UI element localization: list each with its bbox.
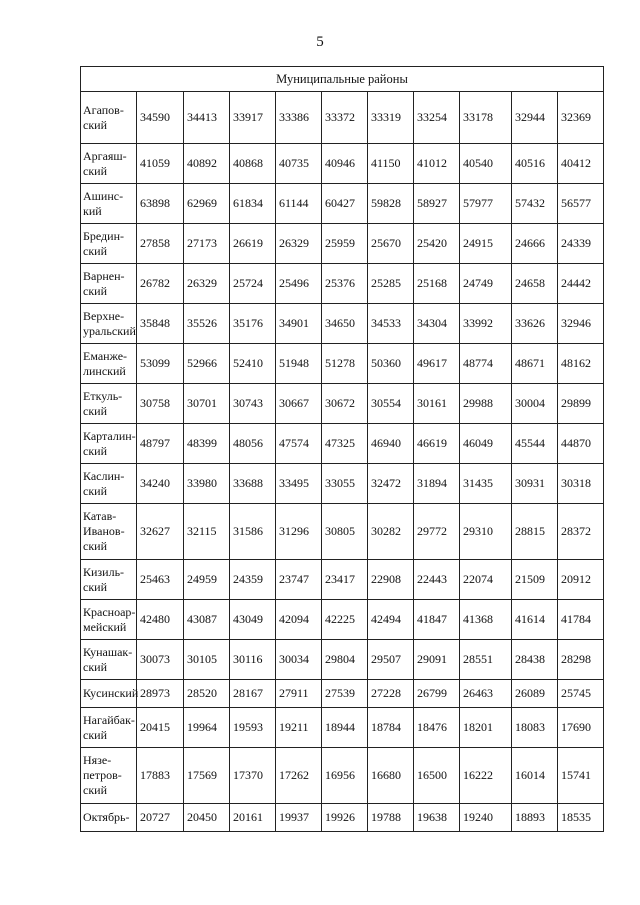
district-name: Октябрь- (81, 804, 137, 832)
table-cell: 24915 (460, 224, 512, 264)
table-cell: 30667 (276, 384, 322, 424)
table-cell: 42480 (137, 600, 184, 640)
table-cell: 15741 (558, 748, 604, 804)
table-cell: 30672 (322, 384, 368, 424)
district-name: Кизиль- ский (81, 560, 137, 600)
district-name: Нагайбак- ский (81, 708, 137, 748)
table-cell: 33254 (414, 92, 460, 144)
table-cell: 33055 (322, 464, 368, 504)
table-cell: 61834 (230, 184, 276, 224)
table-cell: 26799 (414, 680, 460, 708)
table-cell: 16222 (460, 748, 512, 804)
table-cell: 30161 (414, 384, 460, 424)
table-cell: 25376 (322, 264, 368, 304)
table-cell: 40516 (512, 144, 558, 184)
table-cell: 31894 (414, 464, 460, 504)
table-cell: 26089 (512, 680, 558, 708)
table-cell: 25745 (558, 680, 604, 708)
table-cell: 33319 (368, 92, 414, 144)
table-cell: 19240 (460, 804, 512, 832)
district-name: Варнен- ский (81, 264, 137, 304)
table-cell: 57432 (512, 184, 558, 224)
table-cell: 18083 (512, 708, 558, 748)
table-cell: 59828 (368, 184, 414, 224)
table-cell: 27539 (322, 680, 368, 708)
table-cell: 20161 (230, 804, 276, 832)
table-cell: 20912 (558, 560, 604, 600)
table-cell: 19788 (368, 804, 414, 832)
table-cell: 16680 (368, 748, 414, 804)
table-cell: 24959 (184, 560, 230, 600)
table-cell: 35176 (230, 304, 276, 344)
table-cell: 33495 (276, 464, 322, 504)
table-cell: 41150 (368, 144, 414, 184)
table-cell: 29091 (414, 640, 460, 680)
table-cell: 34533 (368, 304, 414, 344)
table-cell: 33992 (460, 304, 512, 344)
table-cell: 48797 (137, 424, 184, 464)
table-cell: 18784 (368, 708, 414, 748)
table-cell: 33626 (512, 304, 558, 344)
district-name: Агапов- ский (81, 92, 137, 144)
table-cell: 32946 (558, 304, 604, 344)
table-cell: 46940 (368, 424, 414, 464)
page-number: 5 (316, 34, 324, 50)
table-cell: 26782 (137, 264, 184, 304)
table-cell: 35526 (184, 304, 230, 344)
table-cell: 41847 (414, 600, 460, 640)
table-cell: 20727 (137, 804, 184, 832)
table-cell: 16956 (322, 748, 368, 804)
district-name: Еткуль- ский (81, 384, 137, 424)
table-cell: 18201 (460, 708, 512, 748)
table-cell: 45544 (512, 424, 558, 464)
table-cell: 29988 (460, 384, 512, 424)
table-cell: 46049 (460, 424, 512, 464)
table-row (81, 748, 604, 804)
table-cell: 23417 (322, 560, 368, 600)
table-cell: 30805 (322, 504, 368, 560)
table-cell: 19638 (414, 804, 460, 832)
district-name: Кунашак- ский (81, 640, 137, 680)
table-cell: 28973 (137, 680, 184, 708)
table-row (81, 560, 604, 600)
table-cell: 28815 (512, 504, 558, 560)
table-cell: 34650 (322, 304, 368, 344)
table-cell: 24442 (558, 264, 604, 304)
table-row (81, 92, 604, 144)
table-row (81, 424, 604, 464)
table-cell: 58927 (414, 184, 460, 224)
table-cell: 40892 (184, 144, 230, 184)
table-cell: 19926 (322, 804, 368, 832)
table-cell: 40735 (276, 144, 322, 184)
table-cell: 28298 (558, 640, 604, 680)
table-cell: 43087 (184, 600, 230, 640)
table-cell: 30743 (230, 384, 276, 424)
table-cell: 53099 (137, 344, 184, 384)
table-cell: 34901 (276, 304, 322, 344)
table-cell: 18476 (414, 708, 460, 748)
district-name: Бредин- ский (81, 224, 137, 264)
table-cell: 16500 (414, 748, 460, 804)
table-cell: 40946 (322, 144, 368, 184)
table-cell: 41784 (558, 600, 604, 640)
table-cell: 41368 (460, 600, 512, 640)
table-cell: 26329 (184, 264, 230, 304)
table-cell: 24749 (460, 264, 512, 304)
table-cell: 34590 (137, 92, 184, 144)
district-name: Каслин- ский (81, 464, 137, 504)
table-cell: 33980 (184, 464, 230, 504)
table-row (81, 600, 604, 640)
district-name: Кусинский (81, 680, 137, 708)
table-cell: 19211 (276, 708, 322, 748)
table-cell: 23747 (276, 560, 322, 600)
table-cell: 30073 (137, 640, 184, 680)
table-cell: 63898 (137, 184, 184, 224)
table-cell: 32472 (368, 464, 414, 504)
table-cell: 28167 (230, 680, 276, 708)
table-cell: 30116 (230, 640, 276, 680)
table-cell: 32627 (137, 504, 184, 560)
table-cell: 30758 (137, 384, 184, 424)
table-cell: 57977 (460, 184, 512, 224)
district-name: Катав- Иванов- ский (81, 504, 137, 560)
table-cell: 30701 (184, 384, 230, 424)
table-row (81, 640, 604, 680)
table-cell: 51278 (322, 344, 368, 384)
table-cell: 30554 (368, 384, 414, 424)
table-cell: 34304 (414, 304, 460, 344)
table-cell: 25168 (414, 264, 460, 304)
table-cell: 29310 (460, 504, 512, 560)
table-cell: 48671 (512, 344, 558, 384)
table-cell: 26329 (276, 224, 322, 264)
table-cell: 56577 (558, 184, 604, 224)
table-cell: 62969 (184, 184, 230, 224)
table-cell: 30004 (512, 384, 558, 424)
table-cell: 30931 (512, 464, 558, 504)
table-cell: 21509 (512, 560, 558, 600)
table-cell: 29899 (558, 384, 604, 424)
table-cell: 40412 (558, 144, 604, 184)
table-cell: 31435 (460, 464, 512, 504)
table-row (81, 224, 604, 264)
table-cell: 48399 (184, 424, 230, 464)
table-cell: 25285 (368, 264, 414, 304)
table-row (81, 304, 604, 344)
table-cell: 32369 (558, 92, 604, 144)
table-cell: 17370 (230, 748, 276, 804)
table-cell: 31586 (230, 504, 276, 560)
table-cell: 33688 (230, 464, 276, 504)
table-cell: 51948 (276, 344, 322, 384)
table-cell: 19593 (230, 708, 276, 748)
table-cell: 49617 (414, 344, 460, 384)
table-cell: 16014 (512, 748, 558, 804)
district-name: Аргаяш- ский (81, 144, 137, 184)
table-cell: 18893 (512, 804, 558, 832)
table-cell: 32944 (512, 92, 558, 144)
table-row (81, 344, 604, 384)
table-cell: 24666 (512, 224, 558, 264)
table-cell: 26463 (460, 680, 512, 708)
table-cell: 22443 (414, 560, 460, 600)
table-header: Муниципальные районы (81, 67, 604, 92)
table-cell: 48162 (558, 344, 604, 384)
table-cell: 25496 (276, 264, 322, 304)
table-cell: 60427 (322, 184, 368, 224)
table-cell: 30034 (276, 640, 322, 680)
table-cell: 24339 (558, 224, 604, 264)
table-row (81, 384, 604, 424)
table-cell: 19964 (184, 708, 230, 748)
table-cell: 42494 (368, 600, 414, 640)
table-cell: 26619 (230, 224, 276, 264)
table-cell: 42225 (322, 600, 368, 640)
table-cell: 34413 (184, 92, 230, 144)
table-row (81, 804, 604, 832)
table-cell: 17883 (137, 748, 184, 804)
table-cell: 18535 (558, 804, 604, 832)
table-cell: 44870 (558, 424, 604, 464)
table-cell: 33178 (460, 92, 512, 144)
table-cell: 28372 (558, 504, 604, 560)
table-cell: 17690 (558, 708, 604, 748)
table-cell: 32115 (184, 504, 230, 560)
table-cell: 22074 (460, 560, 512, 600)
table-cell: 17262 (276, 748, 322, 804)
table-cell: 41059 (137, 144, 184, 184)
table-row (81, 680, 604, 708)
table-cell: 20415 (137, 708, 184, 748)
table-cell: 17569 (184, 748, 230, 804)
table-cell: 41012 (414, 144, 460, 184)
table-cell: 25463 (137, 560, 184, 600)
table-cell: 24658 (512, 264, 558, 304)
table-row (81, 144, 604, 184)
table-cell: 35848 (137, 304, 184, 344)
table-cell: 28438 (512, 640, 558, 680)
table-cell: 25420 (414, 224, 460, 264)
table-cell: 48056 (230, 424, 276, 464)
table-cell: 34240 (137, 464, 184, 504)
table-cell: 46619 (414, 424, 460, 464)
table-cell: 29804 (322, 640, 368, 680)
table-cell: 27173 (184, 224, 230, 264)
table-cell: 28551 (460, 640, 512, 680)
table-cell: 33386 (276, 92, 322, 144)
table-cell: 43049 (230, 600, 276, 640)
table-cell: 31296 (276, 504, 322, 560)
population-table (80, 66, 604, 832)
table-cell: 52410 (230, 344, 276, 384)
table-cell: 18944 (322, 708, 368, 748)
table-cell: 52966 (184, 344, 230, 384)
table-row (81, 264, 604, 304)
table-row (81, 184, 604, 224)
table-cell: 47325 (322, 424, 368, 464)
table-cell: 27911 (276, 680, 322, 708)
district-name: Верхне- уральский (81, 304, 137, 344)
district-name: Еманже- линский (81, 344, 137, 384)
table-cell: 42094 (276, 600, 322, 640)
district-name: Нязе- петров- ский (81, 748, 137, 804)
table-cell: 29507 (368, 640, 414, 680)
table-cell: 20450 (184, 804, 230, 832)
table-cell: 24359 (230, 560, 276, 600)
table-cell: 41614 (512, 600, 558, 640)
table-cell: 40868 (230, 144, 276, 184)
table-cell: 27228 (368, 680, 414, 708)
table-cell: 28520 (184, 680, 230, 708)
table-cell: 33372 (322, 92, 368, 144)
table-row (81, 464, 604, 504)
table-cell: 22908 (368, 560, 414, 600)
district-name: Красноар- мейский (81, 600, 137, 640)
table-cell: 25670 (368, 224, 414, 264)
district-name: Карталин- ский (81, 424, 137, 464)
table-cell: 50360 (368, 344, 414, 384)
table-cell: 25724 (230, 264, 276, 304)
table-row (81, 708, 604, 748)
table-cell: 27858 (137, 224, 184, 264)
district-name: Ашинс- кий (81, 184, 137, 224)
table-row (81, 504, 604, 560)
table-cell: 61144 (276, 184, 322, 224)
table-header-row (81, 67, 604, 92)
table-cell: 29772 (414, 504, 460, 560)
table-cell: 40540 (460, 144, 512, 184)
table-cell: 48774 (460, 344, 512, 384)
table-cell: 30282 (368, 504, 414, 560)
table-cell: 19937 (276, 804, 322, 832)
table-cell: 30105 (184, 640, 230, 680)
table-cell: 25959 (322, 224, 368, 264)
table-cell: 30318 (558, 464, 604, 504)
table-cell: 33917 (230, 92, 276, 144)
table-cell: 47574 (276, 424, 322, 464)
